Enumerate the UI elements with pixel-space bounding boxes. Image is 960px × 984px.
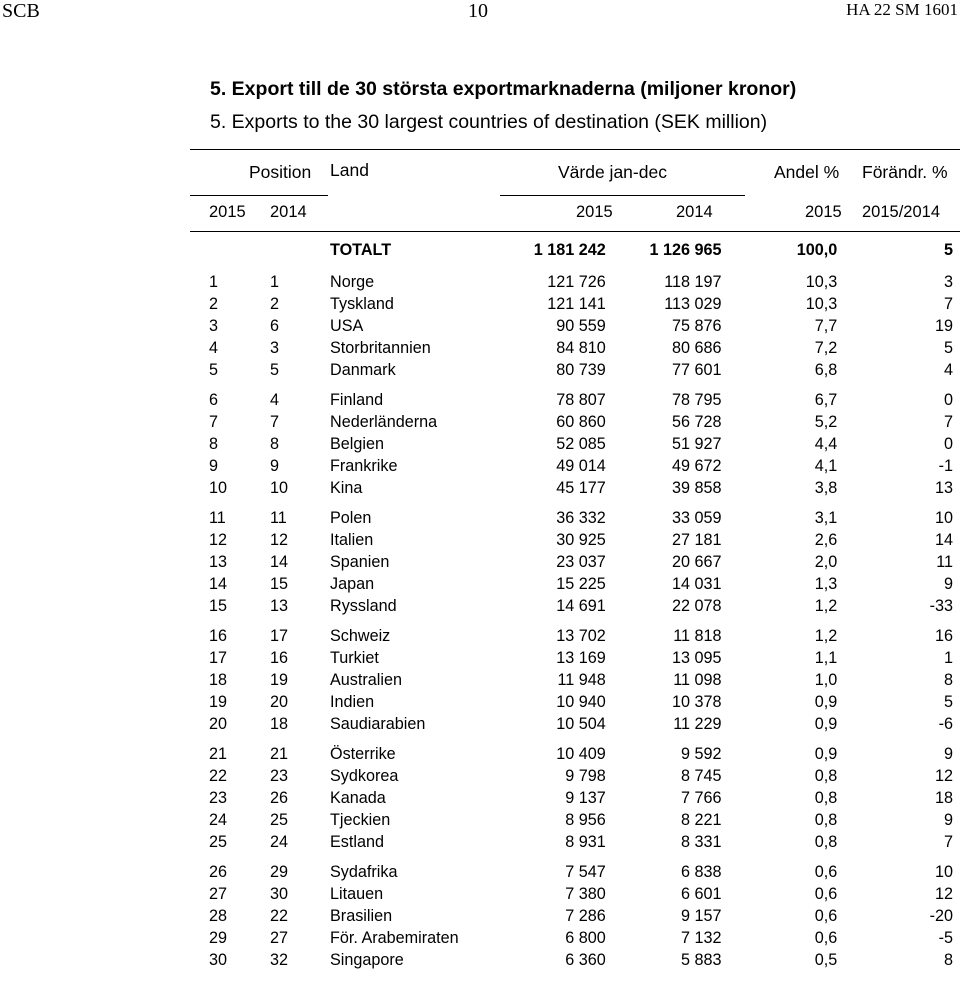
- value-2015: 9 798: [565, 767, 606, 785]
- position-2014: 17: [270, 627, 289, 645]
- country-name: USA: [330, 317, 364, 335]
- export-table: [0, 237, 953, 971]
- change-percent: 8: [943, 671, 953, 689]
- position-2015: 18: [209, 671, 228, 689]
- position-2014: 2: [270, 295, 280, 313]
- share-2015: 0,8: [814, 767, 838, 785]
- share-2015: 3,1: [814, 509, 838, 527]
- col-header-andel: Andel %: [774, 162, 840, 182]
- change-percent: 4: [943, 361, 953, 379]
- change-percent: 16: [934, 627, 953, 645]
- share-2015: 6,8: [814, 361, 838, 379]
- value-2014: 8 745: [680, 767, 722, 785]
- share-2015: 2,0: [814, 553, 838, 571]
- change-percent: 0: [943, 435, 953, 453]
- position-2015: 20: [209, 715, 228, 733]
- col-header-forandr: Förändr. %: [862, 162, 948, 182]
- table-row: [0, 691, 953, 713]
- change-percent: 5: [943, 693, 953, 711]
- value-2015: 7 286: [565, 907, 606, 925]
- value-2014: 14 031: [671, 575, 722, 593]
- change-percent: 12: [934, 885, 953, 903]
- share-2015: 3,8: [814, 479, 838, 497]
- country-name: Ryssland: [330, 597, 397, 615]
- value-2014: 8 221: [680, 811, 722, 829]
- change-percent: 3: [943, 273, 953, 291]
- position-2015: 17: [209, 649, 228, 667]
- position-2015: 30: [209, 951, 228, 969]
- value-2015: 45 177: [556, 479, 606, 497]
- country-name: För. Arabemiraten: [330, 929, 459, 947]
- share-2015: 7,7: [814, 317, 838, 335]
- position-2014: 12: [270, 531, 289, 549]
- value-2015: 7 380: [565, 885, 606, 903]
- country-name: Tjeckien: [330, 811, 391, 829]
- share-2015: 1,1: [814, 649, 838, 667]
- country-name: Japan: [330, 575, 375, 593]
- share-2015: 0,8: [814, 789, 838, 807]
- value-2014: 10 378: [671, 693, 722, 711]
- value-2014: 118 197: [664, 273, 722, 291]
- value-2015: 78 807: [556, 391, 606, 409]
- value-2015: 121 141: [547, 295, 606, 313]
- position-2015: 12: [209, 531, 228, 549]
- country-name: Singapore: [330, 951, 404, 969]
- change-percent: 19: [934, 317, 953, 335]
- value-2014: 13 095: [671, 649, 722, 667]
- table-row: [0, 529, 953, 551]
- position-2015: 3: [209, 317, 219, 335]
- value-2015: 10 504: [556, 715, 606, 733]
- position-2014: 13: [270, 597, 289, 615]
- value-2015: 10 940: [556, 693, 606, 711]
- change-percent: -6: [938, 715, 953, 733]
- share-2015: 0,5: [814, 951, 838, 969]
- position-2014: 29: [270, 863, 289, 881]
- position-2015: 21: [209, 745, 228, 763]
- table-row: [0, 647, 953, 669]
- country-name: Estland: [330, 833, 384, 851]
- table-row: [0, 455, 953, 477]
- table-row: [0, 617, 953, 647]
- change-percent: -33: [929, 597, 953, 615]
- value-2014: 5 883: [680, 951, 722, 969]
- position-2014: 9: [270, 457, 280, 475]
- position-2015: 29: [209, 929, 228, 947]
- change-percent: 10: [934, 509, 953, 527]
- table-row: [0, 853, 953, 883]
- value-2014: 6 838: [680, 863, 722, 881]
- page-header-left: SCB: [2, 0, 40, 22]
- position-2014: 27: [270, 929, 289, 947]
- change-percent: 9: [943, 745, 953, 763]
- share-2015: 7,2: [814, 339, 838, 357]
- table-row: [0, 735, 953, 765]
- country-name: Österrike: [330, 745, 396, 763]
- country-name: Danmark: [330, 361, 396, 379]
- value-2014: 49 672: [671, 457, 722, 475]
- table-row: [0, 949, 953, 971]
- col-header-val-2014: 2014: [676, 203, 713, 221]
- share-2015: 0,6: [814, 863, 838, 881]
- country-name: Tyskland: [330, 295, 394, 313]
- position-2015: 8: [209, 435, 219, 453]
- position-2015: 7: [209, 413, 219, 431]
- position-2015: 5: [209, 361, 219, 379]
- table-row: [0, 927, 953, 949]
- position-2014: 16: [270, 649, 289, 667]
- position-2015: 14: [209, 575, 228, 593]
- position-2014: 30: [270, 885, 289, 903]
- total-row: [0, 237, 953, 263]
- value-2015: 49 014: [556, 457, 606, 475]
- change-percent: 5: [943, 339, 953, 357]
- col-header-pos-2014: 2014: [270, 203, 307, 221]
- position-2014: 21: [270, 745, 289, 763]
- position-2015: 26: [209, 863, 228, 881]
- table-row: [0, 551, 953, 573]
- country-name: Kina: [330, 479, 363, 497]
- share-2015: 4,4: [814, 435, 838, 453]
- change-percent: 9: [943, 811, 953, 829]
- country-name: Polen: [330, 509, 372, 527]
- value-2014: 6 601: [680, 885, 722, 903]
- value-2015: 52 085: [556, 435, 606, 453]
- value-2014: 20 667: [671, 553, 722, 571]
- change-percent: -1: [938, 457, 953, 475]
- country-name: Frankrike: [330, 457, 398, 475]
- value-2015: 6 360: [565, 951, 606, 969]
- position-2014: 18: [270, 715, 289, 733]
- change-percent: 10: [934, 863, 953, 881]
- value-2014: 11 098: [673, 671, 722, 689]
- position-2014: 25: [270, 811, 289, 829]
- position-2015: 25: [209, 833, 228, 851]
- position-2015: 23: [209, 789, 228, 807]
- position-2014: 7: [270, 413, 280, 431]
- position-2015: 16: [209, 627, 228, 645]
- value-2015: 13 702: [556, 627, 606, 645]
- share-2015: 0,8: [814, 811, 838, 829]
- value-2014: 51 927: [671, 435, 722, 453]
- position-2015: 11: [209, 509, 226, 527]
- value-2015: 90 559: [556, 317, 606, 335]
- value-2015: 23 037: [556, 553, 606, 571]
- table-row: [0, 477, 953, 499]
- position-2014: 1: [270, 273, 280, 291]
- position-2014: 11: [270, 509, 287, 527]
- country-name: Indien: [330, 693, 375, 711]
- position-2014: 20: [270, 693, 289, 711]
- table-row: [0, 831, 953, 853]
- change-percent: 13: [934, 479, 953, 497]
- value-2014: 80 686: [671, 339, 722, 357]
- value-2014: 78 795: [671, 391, 722, 409]
- position-2014: 6: [270, 317, 280, 335]
- change-percent: 7: [943, 413, 953, 431]
- page-number: 10: [468, 0, 488, 22]
- table-title-swedish: 5. Export till de 30 största exportmarknaderna (miljoner kronor): [210, 78, 797, 100]
- col-header-val-2015: 2015: [576, 203, 613, 221]
- position-2015: 4: [209, 339, 219, 357]
- position-2014: 22: [270, 907, 289, 925]
- position-2014: 8: [270, 435, 280, 453]
- value-2015: 14 691: [556, 597, 606, 615]
- change-percent: 8: [943, 951, 953, 969]
- table-title-english: 5. Exports to the 30 largest countries of destination (SEK million): [210, 111, 768, 133]
- value-2014: 11 818: [673, 627, 722, 645]
- change-percent: 12: [934, 767, 953, 785]
- value-2014: 33 059: [671, 509, 722, 527]
- value-2014: 8 331: [680, 833, 722, 851]
- value-2014: 9 157: [680, 907, 722, 925]
- share-2015: 1,2: [814, 627, 838, 645]
- table-row: [0, 315, 953, 337]
- value-2015: 10 409: [556, 745, 606, 763]
- table-row: [0, 381, 953, 411]
- country-name: Storbritannien: [330, 339, 431, 357]
- table-row: [0, 595, 953, 617]
- col-header-land: Land: [330, 160, 369, 180]
- position-group-rule: [190, 195, 328, 196]
- change-percent: 9: [943, 575, 953, 593]
- share-2015: 2,6: [814, 531, 838, 549]
- table-row: [0, 411, 953, 433]
- position-2015: 1: [209, 273, 219, 291]
- value-2014: 77 601: [671, 361, 722, 379]
- position-2015: 15: [209, 597, 228, 615]
- share-2015: 10,3: [805, 295, 838, 313]
- col-header-andel-2015: 2015: [805, 203, 842, 221]
- table-row: [0, 765, 953, 787]
- value-2015: 121 726: [547, 273, 606, 291]
- total-value-2015: 1 181 242: [533, 241, 606, 259]
- table-row: [0, 433, 953, 455]
- country-name: Spanien: [330, 553, 390, 571]
- table-row: [0, 905, 953, 927]
- change-percent: 7: [943, 295, 953, 313]
- country-name: Italien: [330, 531, 374, 549]
- table-row: [0, 713, 953, 735]
- share-2015: 4,1: [814, 457, 838, 475]
- change-percent: 7: [943, 833, 953, 851]
- header-bottom-rule: [190, 231, 960, 232]
- country-name: Nederländerna: [330, 413, 438, 431]
- country-name: Sydkorea: [330, 767, 399, 785]
- table-row: [0, 359, 953, 381]
- country-name: Saudiarabien: [330, 715, 426, 733]
- table-row: [0, 883, 953, 905]
- col-header-position: Position: [249, 162, 312, 182]
- share-2015: 0,6: [814, 929, 838, 947]
- share-2015: 1,3: [814, 575, 838, 593]
- value-2015: 80 739: [556, 361, 606, 379]
- value-2014: 7 766: [680, 789, 722, 807]
- total-andel: 100,0: [796, 241, 838, 259]
- value-2014: 27 181: [671, 531, 722, 549]
- value-2015: 84 810: [556, 339, 606, 357]
- country-name: Brasilien: [330, 907, 393, 925]
- table-row: [0, 271, 953, 293]
- position-2014: 14: [270, 553, 289, 571]
- value-2014: 11 229: [673, 715, 722, 733]
- table-row: [0, 499, 953, 529]
- col-header-forandr-period: 2015/2014: [862, 203, 940, 221]
- value-2015: 6 800: [565, 929, 606, 947]
- country-name: Finland: [330, 391, 384, 409]
- change-percent: 11: [936, 553, 953, 571]
- value-2015: 8 931: [565, 833, 606, 851]
- country-name: Australien: [330, 671, 402, 689]
- value-2015: 13 169: [556, 649, 606, 667]
- change-percent: -5: [938, 929, 953, 947]
- header-top-rule: [190, 149, 960, 150]
- value-2015: 9 137: [565, 789, 606, 807]
- table-row: [0, 809, 953, 831]
- varde-group-rule: [500, 195, 745, 196]
- value-2015: 8 956: [565, 811, 606, 829]
- country-name: Belgien: [330, 435, 385, 453]
- table-row: [0, 573, 953, 595]
- position-2014: 3: [270, 339, 280, 357]
- position-2014: 10: [270, 479, 289, 497]
- value-2014: 7 132: [680, 929, 722, 947]
- share-2015: 0,8: [814, 833, 838, 851]
- share-2015: 0,9: [814, 745, 838, 763]
- country-name: Schweiz: [330, 627, 391, 645]
- value-2014: 56 728: [671, 413, 722, 431]
- value-2014: 113 029: [664, 295, 722, 313]
- table-row: [0, 787, 953, 809]
- change-percent: -20: [929, 907, 953, 925]
- position-2015: 9: [209, 457, 219, 475]
- col-header-pos-2015: 2015: [209, 203, 246, 221]
- value-2014: 39 858: [671, 479, 722, 497]
- share-2015: 0,6: [814, 907, 838, 925]
- change-percent: 1: [943, 649, 953, 667]
- value-2014: 22 078: [671, 597, 722, 615]
- position-2014: 24: [270, 833, 289, 851]
- value-2015: 15 225: [556, 575, 606, 593]
- position-2014: 32: [270, 951, 289, 969]
- share-2015: 1,0: [814, 671, 838, 689]
- value-2015: 7 547: [565, 863, 606, 881]
- country-name: Kanada: [330, 789, 386, 807]
- total-change: 5: [943, 241, 953, 259]
- share-2015: 5,2: [814, 413, 838, 431]
- value-2015: 11 948: [557, 671, 606, 689]
- position-2015: 6: [209, 391, 219, 409]
- country-name: Sydafrika: [330, 863, 398, 881]
- position-2014: 23: [270, 767, 289, 785]
- table-row: [0, 337, 953, 359]
- position-2015: 10: [209, 479, 228, 497]
- country-name: Norge: [330, 273, 375, 291]
- share-2015: 0,6: [814, 885, 838, 903]
- total-value-2014: 1 126 965: [649, 241, 722, 259]
- col-header-varde: Värde jan-dec: [558, 162, 667, 182]
- share-2015: 0,9: [814, 715, 838, 733]
- share-2015: 6,7: [814, 391, 838, 409]
- position-2014: 15: [270, 575, 289, 593]
- share-2015: 0,9: [814, 693, 838, 711]
- change-percent: 18: [934, 789, 953, 807]
- value-2015: 30 925: [556, 531, 606, 549]
- position-2014: 5: [270, 361, 280, 379]
- position-2015: 27: [209, 885, 228, 903]
- position-2015: 24: [209, 811, 228, 829]
- country-name: Turkiet: [330, 649, 379, 667]
- value-2015: 60 860: [556, 413, 606, 431]
- position-2014: 26: [270, 789, 289, 807]
- country-name: Litauen: [330, 885, 384, 903]
- total-label: TOTALT: [330, 241, 392, 259]
- value-2014: 9 592: [680, 745, 722, 763]
- position-2015: 19: [209, 693, 228, 711]
- value-2015: 36 332: [556, 509, 606, 527]
- position-2015: 22: [209, 767, 228, 785]
- position-2014: 4: [270, 391, 280, 409]
- table-row: [0, 293, 953, 315]
- change-percent: 0: [943, 391, 953, 409]
- table-row: [0, 669, 953, 691]
- position-2015: 13: [209, 553, 228, 571]
- share-2015: 10,3: [805, 273, 838, 291]
- position-2014: 19: [270, 671, 289, 689]
- change-percent: 14: [934, 531, 953, 549]
- share-2015: 1,2: [814, 597, 838, 615]
- position-2015: 2: [209, 295, 219, 313]
- value-2014: 75 876: [671, 317, 722, 335]
- position-2015: 28: [209, 907, 228, 925]
- page-header-right: HA 22 SM 1601: [846, 0, 958, 19]
